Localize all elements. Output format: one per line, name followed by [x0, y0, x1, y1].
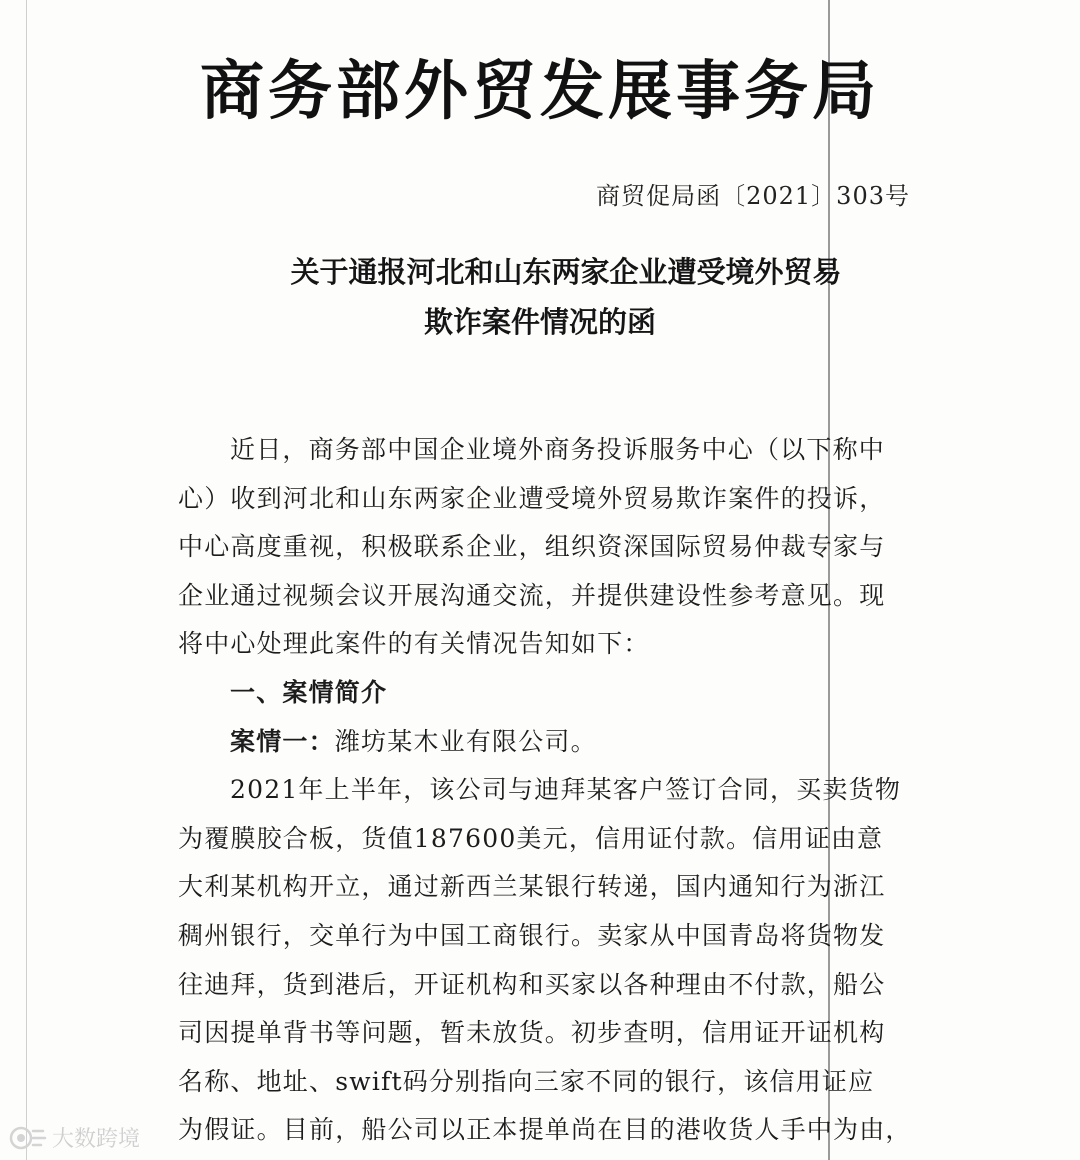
scan-edge-line [26, 0, 27, 1160]
body-line: 为假证。目前，船公司以正本提单尚在目的港收货人手中为由， [178, 1115, 912, 1145]
watermark-text: 大数跨境 [52, 1127, 141, 1152]
case-label: 案情一： [230, 726, 335, 756]
body-line: 将中心处理此案件的有关情况告知如下： [178, 629, 650, 659]
logo-icon [8, 1125, 48, 1151]
body-line: 稠州银行，交单行为中国工商银行。卖家从中国青岛将货物发 [178, 920, 886, 950]
document-title-line-1: 关于通报河北和山东两家企业遭受境外贸易 [290, 255, 842, 289]
body-line: 心）收到河北和山东两家企业遭受境外贸易欺诈案件的投诉， [178, 483, 886, 513]
body-line: 大利某机构开立，通过新西兰某银行转递，国内通知行为浙江 [178, 872, 886, 902]
body-line: 2021年上半年，该公司与迪拜某客户签订合同，买卖货物 [230, 775, 902, 805]
body-line: 企业通过视频会议开展沟通交流，并提供建设性参考意见。现 [178, 580, 886, 610]
body-line: 往迪拜，货到港后，开证机构和买家以各种理由不付款，船公 [178, 969, 886, 999]
case-line [178, 718, 908, 767]
body-line: 名称、地址、swift码分别指向三家不同的银行，该信用证应 [178, 1066, 875, 1096]
body-line: 司因提单背书等问题，暂未放货。初步查明，信用证开证机构 [178, 1018, 886, 1048]
body-line: 近日，商务部中国企业境外商务投诉服务中心（以下称中 [230, 435, 886, 464]
case-company: 潍坊某木业有限公司。 [334, 726, 597, 756]
body-line: 为覆膜胶合板，货值187600美元，信用证付款。信用证由意 [178, 823, 884, 853]
document-title-line-2: 欺诈案件情况的函 [423, 305, 656, 339]
section-heading: 一、案情简介 [230, 677, 388, 707]
body-line: 中心高度重视，积极联系企业，组织资深国际贸易仲裁专家与 [178, 532, 886, 562]
watermark [8, 1122, 140, 1153]
document-body [178, 426, 912, 1155]
agency-header: 商务部外贸发展事务局 [200, 55, 880, 129]
document-number: 商贸促局函〔2021〕303号 [596, 182, 910, 210]
